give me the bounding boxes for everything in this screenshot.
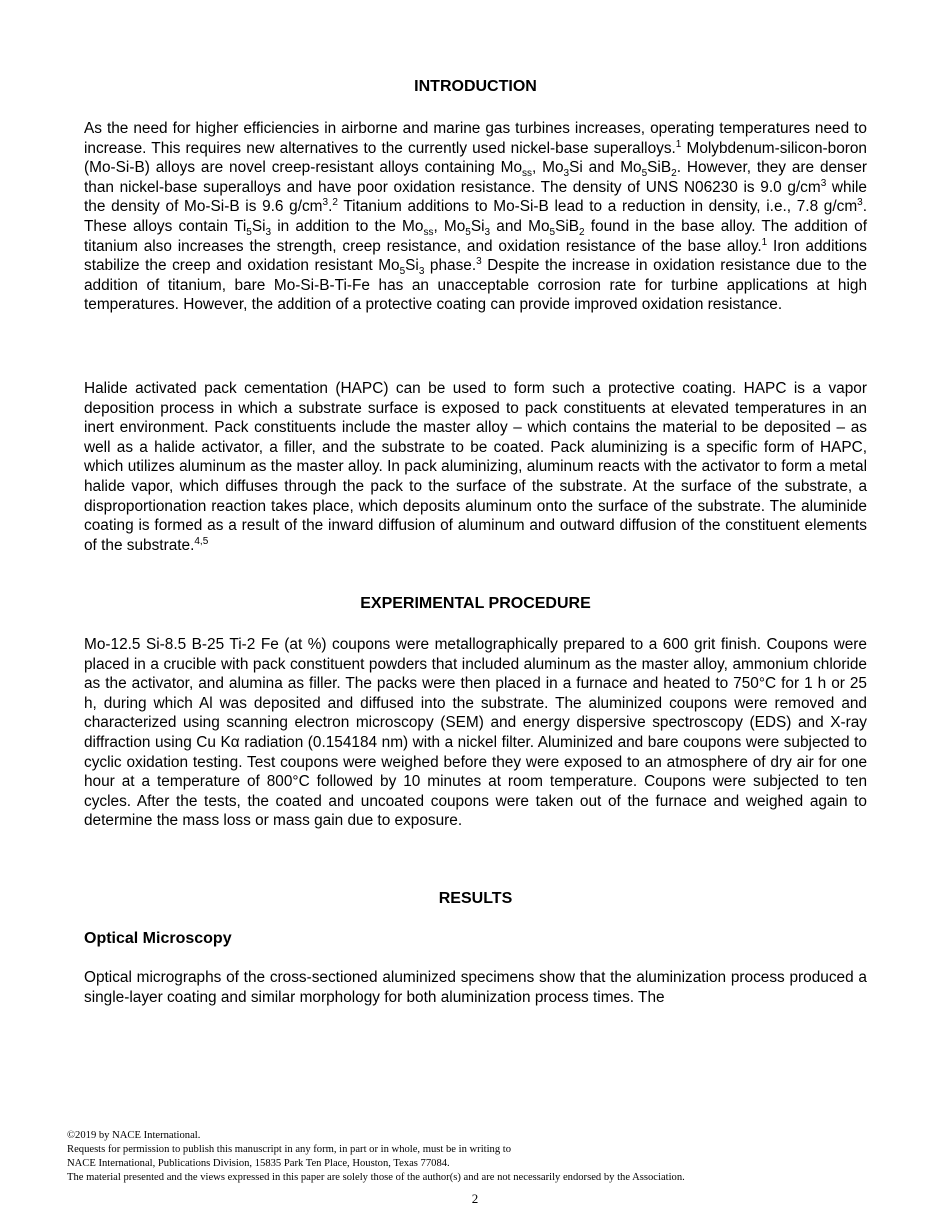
footer-line-address: NACE International, Publications Division, 15835 Park Ten Place, Houston, Texas 77084.	[67, 1158, 450, 1169]
footer-line-copyright: ©2019 by NACE International.	[67, 1130, 201, 1141]
footer-line-permission: Requests for permission to publish this manuscript in any form, in part or in whole, must be in writing to	[67, 1144, 512, 1155]
optical-microscopy-subheading: Optical Microscopy	[84, 930, 232, 947]
introduction-paragraph-1: As the need for higher efficiencies in airborne and marine gas turbines increases, operating temperatures need to increase. This requires new alternatives to the currently used nickel-base superalloys.$^1$ Molybdenum-silicon-boron (Mo-Si-B) alloys are novel creep-resistant alloys containing $Mo_{ss}$, $Mo_3Si$ and $Mo_5SiB_2$. However, they are denser than nickel-base superalloys and have poor oxidation resistance. The density of UNS N06230 is 9.0 $g/cm^3$ while the density of Mo-Si-B is 9.6 $g/cm^3.^2$ Titanium additions to Mo-Si-B lead to a reduction in density, i.e., 7.8 $g/cm^3$. These alloys contain $Ti_5Si_3$ in addition to the $Mo_{ss}$, $Mo_5Si_3$ and $Mo_5SiB_2$ found in the base alloy. The addition of titanium also increases the strength, creep resistance, and oxidation resistance of the base alloy.$^1$ Iron additions stabilize the creep and oxidation resistant $Mo_5Si_3$ phase.$^3$ Despite the increase in oxidation resistance due to the addition of titanium, bare Mo-Si-B-Ti-Fe has an unacceptable corrosion rate for turbine applications at high temperatures. However, the addition of a protective coating can provide improved oxidation resistance.	[84, 120, 868, 314]
results-paragraph: Optical micrographs of the cross-sectioned aluminized specimens show that the aluminization process produced a single-layer coating and similar morphology for both aluminization process times. The	[84, 969, 867, 1006]
results-heading: RESULTS	[438, 890, 513, 907]
introduction-heading: INTRODUCTION	[414, 78, 537, 95]
page-number: 2	[471, 1191, 479, 1206]
experimental-procedure-paragraph: Mo-12.5 Si-8.5 B-25 Ti-2 Fe (at %) coupons were metallographically prepared to a 600 grit finish. Coupons were placed in a crucible with pack constituent powders that included aluminum as the master alloy, ammonium chloride as the activator, and alumina as filler. The packs were then placed in a furnace and heated to 750°C for 1 h or 25 h, during which Al was deposited and diffused into the substrate. The aluminized coupons were removed and characterized using scanning electron microscopy (SEM) and energy dispersive spectroscopy (EDS) and X-ray diffraction using Cu Kα radiation (0.154184 nm) with a nickel filter. Aluminized and bare coupons were subjected to cyclic oxidation testing. Test coupons were weighed before they were exposed to an atmosphere of dry air for one hour at a temperature of 800°C followed by 10 minutes at room temperature. Coupons were subjected to ten cycles. After the tests, the coated and uncoated coupons were taken out of the furnace and weighed again to determine the mass loss or mass gain due to exposure.	[84, 636, 867, 830]
experimental-procedure-heading: EXPERIMENTAL PROCEDURE	[360, 595, 591, 612]
footer-line-disclaimer: The material presented and the views expressed in this paper are solely those of the author(s) and are not necessarily endorsed by the Association.	[67, 1172, 685, 1183]
introduction-paragraph-2: Halide activated pack cementation (HAPC) can be used to form such a protective coating. HAPC is a vapor deposition process in which a substrate surface is exposed to pack constituents at elevated temperatures in an inert environment. Pack constituents include the master alloy – which contains the material to be deposited – as well as a halide activator, a filler, and the substrate to be coated. Pack aluminizing is a specific form of HAPC, which utilizes aluminum as the master alloy. In pack aluminizing, aluminum reacts with the activator to form a metal halide vapor, which diffuses through the pack to the surface of the substrate. At the surface of the substrate, a disproportionation reaction takes place, which deposits aluminum onto the surface of the substrate. The aluminide coating is formed as a result of the inward diffusion of aluminum and outward diffusion of the constituent elements of the substrate.$^{4,5}$	[84, 380, 867, 554]
copyright-footer	[67, 1129, 887, 1185]
